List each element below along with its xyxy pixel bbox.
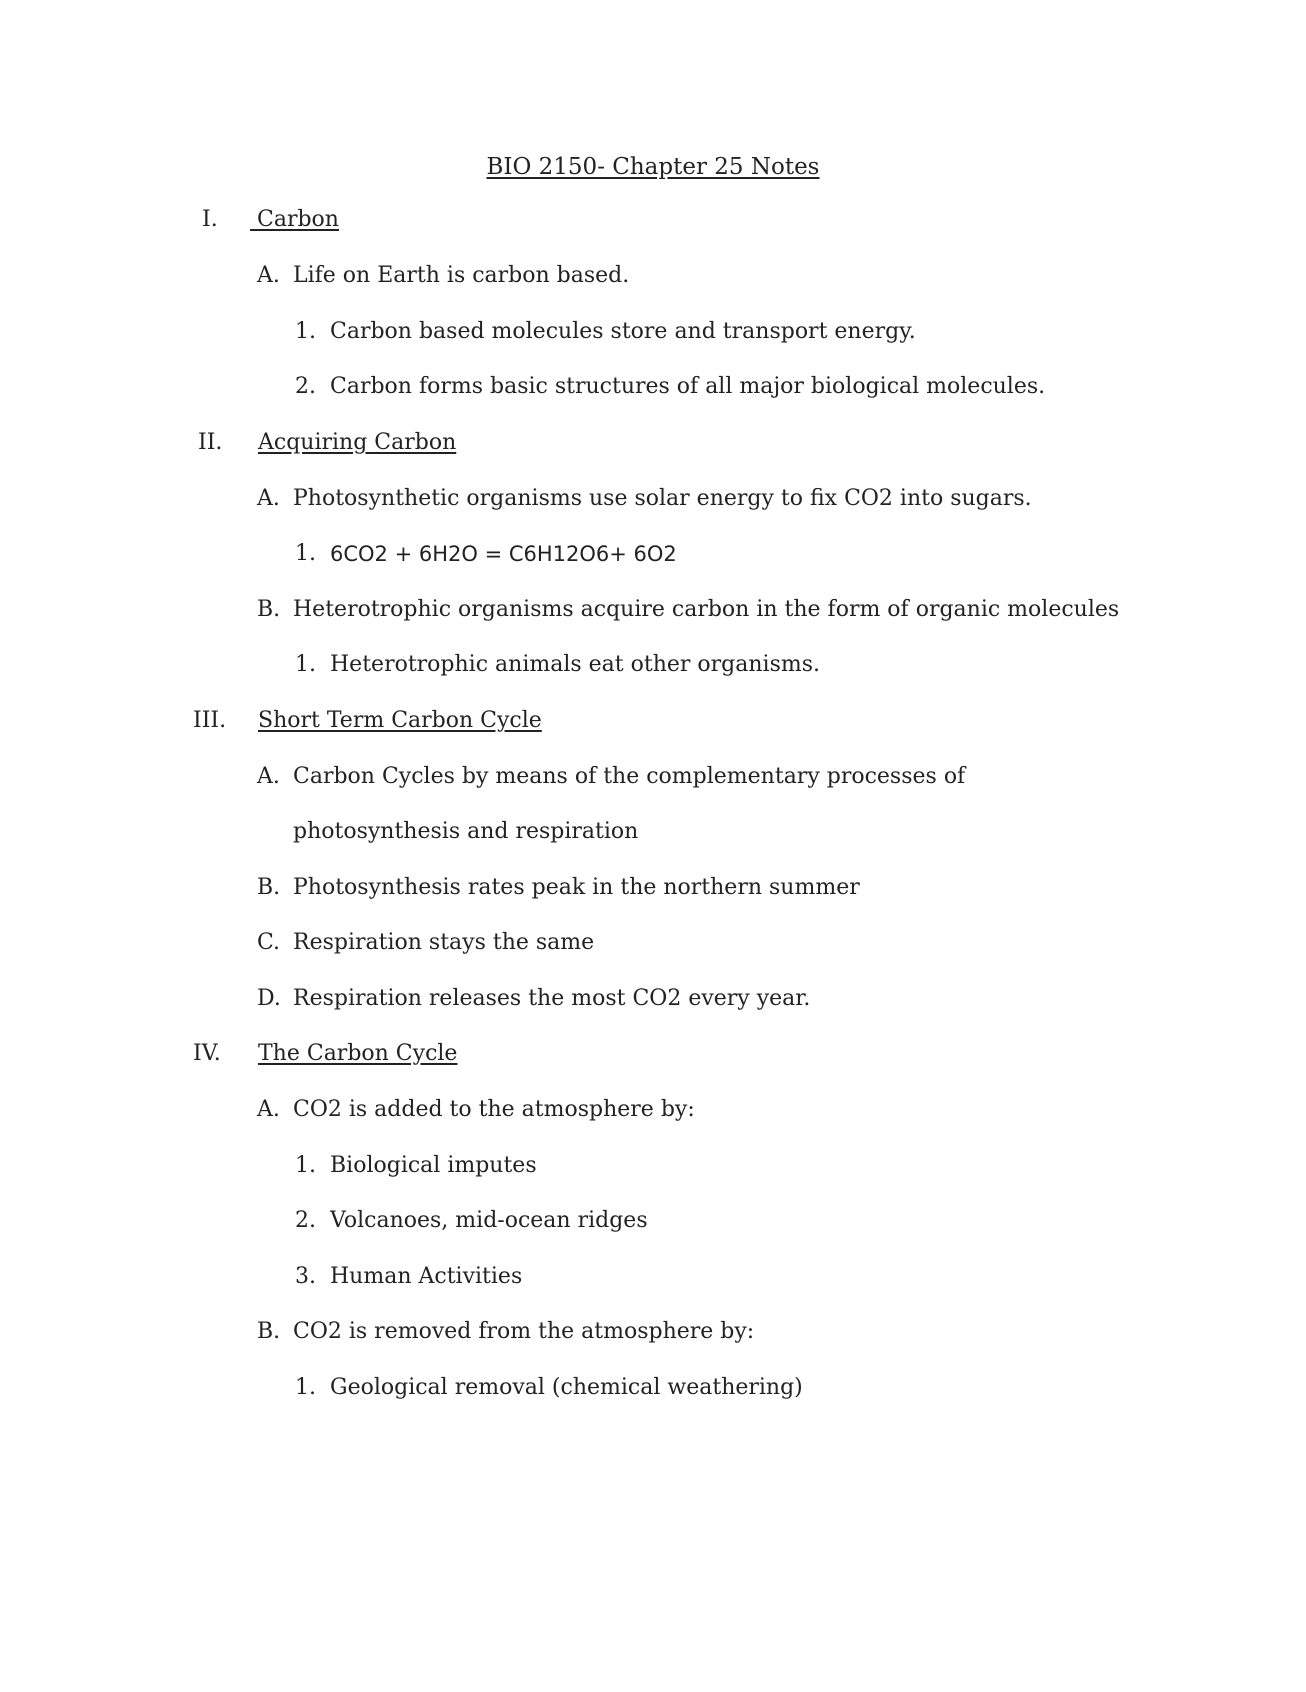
section-title: Carbon xyxy=(250,207,339,232)
item-letter: A. xyxy=(257,1097,280,1122)
item-text-continuation: photosynthesis and respiration xyxy=(293,819,639,844)
subitem-number: 1. xyxy=(295,319,316,344)
item-text: Respiration releases the most CO2 every year. xyxy=(293,986,811,1011)
section-title: Short Term Carbon Cycle xyxy=(258,708,542,733)
item-letter: A. xyxy=(257,764,280,789)
item-letter: B. xyxy=(257,875,281,900)
item-text: Photosynthesis rates peak in the northern summer xyxy=(293,875,860,900)
subitem-text: Carbon based molecules store and transport energy. xyxy=(330,319,916,344)
section-title: Acquiring Carbon xyxy=(258,430,457,455)
subitem-number: 2. xyxy=(295,1208,316,1233)
page-title: BIO 2150- Chapter 25 Notes xyxy=(486,154,820,180)
subitem-text: Geological removal (chemical weathering) xyxy=(330,1375,803,1400)
item-letter: C. xyxy=(257,930,281,955)
section-numeral: I. xyxy=(202,207,218,232)
subitem-text: Volcanoes, mid-ocean ridges xyxy=(330,1208,648,1233)
subitem-text: Heterotrophic animals eat other organisms. xyxy=(330,652,821,677)
subitem-text: Human Activities xyxy=(330,1264,523,1289)
subitem-number: 1. xyxy=(295,1153,316,1178)
subitem-number: 1. xyxy=(295,652,316,677)
subitem-number: 1. xyxy=(295,1375,316,1400)
item-text: CO2 is removed from the atmosphere by: xyxy=(293,1319,755,1344)
subitem-text: Biological imputes xyxy=(330,1153,537,1178)
section-numeral: III. xyxy=(193,708,227,733)
item-letter: B. xyxy=(257,1319,281,1344)
equation-text: 6CO2 + 6H2O = C6H12O6+ 6O2 xyxy=(330,542,677,566)
item-letter: B. xyxy=(257,597,281,622)
item-text: CO2 is added to the atmosphere by: xyxy=(293,1097,695,1122)
item-letter: A. xyxy=(257,486,280,511)
subitem-text: Carbon forms basic structures of all major biological molecules. xyxy=(330,374,1046,399)
section-numeral: IV. xyxy=(193,1041,221,1066)
subitem-number: 3. xyxy=(295,1264,316,1289)
item-text: Life on Earth is carbon based. xyxy=(293,263,630,288)
section-title: The Carbon Cycle xyxy=(258,1041,458,1066)
subitem-number: 1. xyxy=(295,541,316,566)
item-text: Respiration stays the same xyxy=(293,930,595,955)
item-text: Carbon Cycles by means of the complementary processes of xyxy=(293,764,966,789)
item-text: Heterotrophic organisms acquire carbon in the form of organic molecules xyxy=(293,597,1120,622)
item-text: Photosynthetic organisms use solar energy to fix CO2 into sugars. xyxy=(293,486,1032,511)
section-numeral: II. xyxy=(198,430,223,455)
subitem-number: 2. xyxy=(295,374,316,399)
item-letter: A. xyxy=(257,263,280,288)
item-letter: D. xyxy=(257,986,281,1011)
